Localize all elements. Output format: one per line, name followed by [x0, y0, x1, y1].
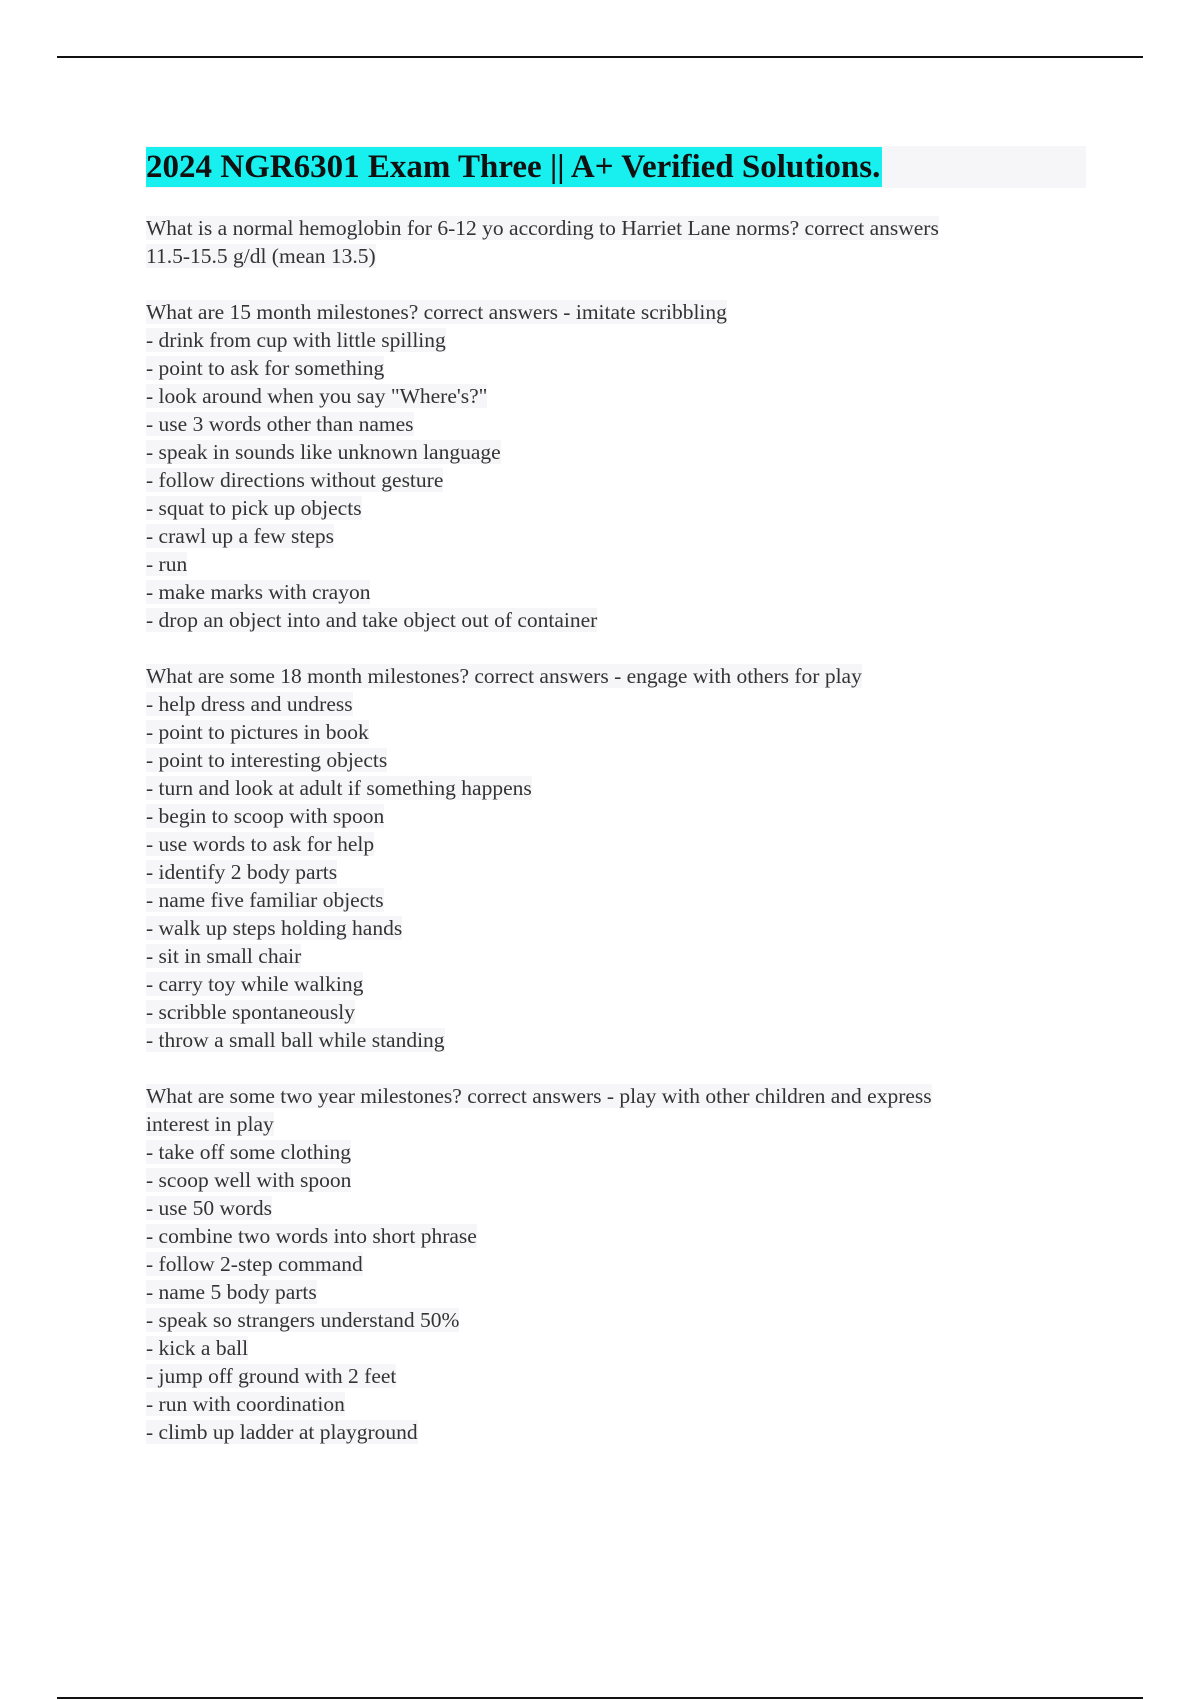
answer-line	[146, 1166, 1086, 1194]
answer-line	[146, 494, 1086, 522]
answer-line	[146, 242, 1086, 270]
answer-line	[146, 774, 1086, 802]
answer-line	[146, 1138, 1086, 1166]
answer-line	[146, 1026, 1086, 1054]
line-text: - follow 2-step command	[146, 1252, 363, 1276]
line-text: - squat to pick up objects	[146, 496, 362, 520]
line-text: - make marks with crayon	[146, 580, 371, 604]
line-text: - crawl up a few steps	[146, 524, 335, 548]
answer-line	[146, 802, 1086, 830]
answer-line	[146, 1390, 1086, 1418]
line-text: - drink from cup with little spilling	[146, 328, 446, 352]
answer-line	[146, 1362, 1086, 1390]
answer-line	[146, 606, 1086, 634]
line-text: - follow directions without gesture	[146, 468, 444, 492]
line-text: - speak in sounds like unknown language	[146, 440, 501, 464]
line-text: - scribble spontaneously	[146, 1000, 355, 1024]
question-line	[146, 214, 1086, 242]
line-text: interest in play	[146, 1112, 274, 1136]
line-text: - throw a small ball while standing	[146, 1028, 445, 1052]
qa-block	[146, 662, 1086, 1054]
line-text: - point to pictures in book	[146, 720, 369, 744]
answer-line	[146, 718, 1086, 746]
line-text: - sit in small chair	[146, 944, 302, 968]
line-text: - name 5 body parts	[146, 1280, 317, 1304]
line-text: - use 50 words	[146, 1196, 272, 1220]
line-text: What are 15 month milestones? correct answers - imitate scribbling	[146, 300, 727, 324]
line-text: - point to ask for something	[146, 356, 385, 380]
line-text: 11.5-15.5 g/dl (mean 13.5)	[146, 244, 376, 268]
line-text: - carry toy while walking	[146, 972, 364, 996]
line-text: - walk up steps holding hands	[146, 916, 403, 940]
answer-line	[146, 886, 1086, 914]
qa-block	[146, 1082, 1086, 1446]
line-text: - use words to ask for help	[146, 832, 375, 856]
line-text: - help dress and undress	[146, 692, 353, 716]
answer-line	[146, 578, 1086, 606]
line-text: - use 3 words other than names	[146, 412, 414, 436]
line-text: - scoop well with spoon	[146, 1168, 352, 1192]
answer-line	[146, 438, 1086, 466]
answer-line	[146, 970, 1086, 998]
answer-line	[146, 830, 1086, 858]
answer-line	[146, 942, 1086, 970]
line-text: - climb up ladder at playground	[146, 1420, 418, 1444]
line-text: - kick a ball	[146, 1336, 249, 1360]
answer-line	[146, 326, 1086, 354]
question-line	[146, 1082, 1086, 1110]
answer-line	[146, 746, 1086, 774]
line-text: - jump off ground with 2 feet	[146, 1364, 397, 1388]
line-text: - begin to scoop with spoon	[146, 804, 385, 828]
line-text: - look around when you say "Where's?"	[146, 384, 488, 408]
line-text: - drop an object into and take object out of container	[146, 608, 598, 632]
line-text: - speak so strangers understand 50%	[146, 1308, 460, 1332]
answer-line	[146, 690, 1086, 718]
line-text: - name five familiar objects	[146, 888, 384, 912]
answer-line	[146, 1194, 1086, 1222]
answer-line	[146, 1418, 1086, 1446]
answer-line	[146, 1110, 1086, 1138]
top-rule	[57, 56, 1143, 58]
title-band	[146, 146, 1086, 188]
line-text: - run with coordination	[146, 1392, 345, 1416]
line-text: - identify 2 body parts	[146, 860, 338, 884]
answer-line	[146, 550, 1086, 578]
question-line	[146, 298, 1086, 326]
answer-line	[146, 466, 1086, 494]
qa-block	[146, 214, 1086, 270]
line-text: - combine two words into short phrase	[146, 1224, 477, 1248]
answer-line	[146, 410, 1086, 438]
answer-line	[146, 1250, 1086, 1278]
question-line	[146, 662, 1086, 690]
answer-line	[146, 354, 1086, 382]
answer-line	[146, 522, 1086, 550]
bottom-rule	[57, 1697, 1143, 1699]
answer-line	[146, 1222, 1086, 1250]
answer-line	[146, 382, 1086, 410]
document-body	[146, 146, 1086, 1446]
qa-list	[146, 214, 1086, 1446]
line-text: - turn and look at adult if something happens	[146, 776, 532, 800]
answer-line	[146, 1278, 1086, 1306]
line-text: What are some 18 month milestones? correct answers - engage with others for play	[146, 664, 862, 688]
line-text: - take off some clothing	[146, 1140, 351, 1164]
line-text: What is a normal hemoglobin for 6-12 yo according to Harriet Lane norms? correct answers	[146, 216, 939, 240]
line-text: - point to interesting objects	[146, 748, 388, 772]
answer-line	[146, 998, 1086, 1026]
answer-line	[146, 914, 1086, 942]
answer-line	[146, 1306, 1086, 1334]
line-text: - run	[146, 552, 188, 576]
document-title: 2024 NGR6301 Exam Three || A+ Verified Solutions.	[146, 149, 881, 185]
line-text: What are some two year milestones? correct answers - play with other children and express	[146, 1084, 932, 1108]
qa-block	[146, 298, 1086, 634]
answer-line	[146, 1334, 1086, 1362]
answer-line	[146, 858, 1086, 886]
